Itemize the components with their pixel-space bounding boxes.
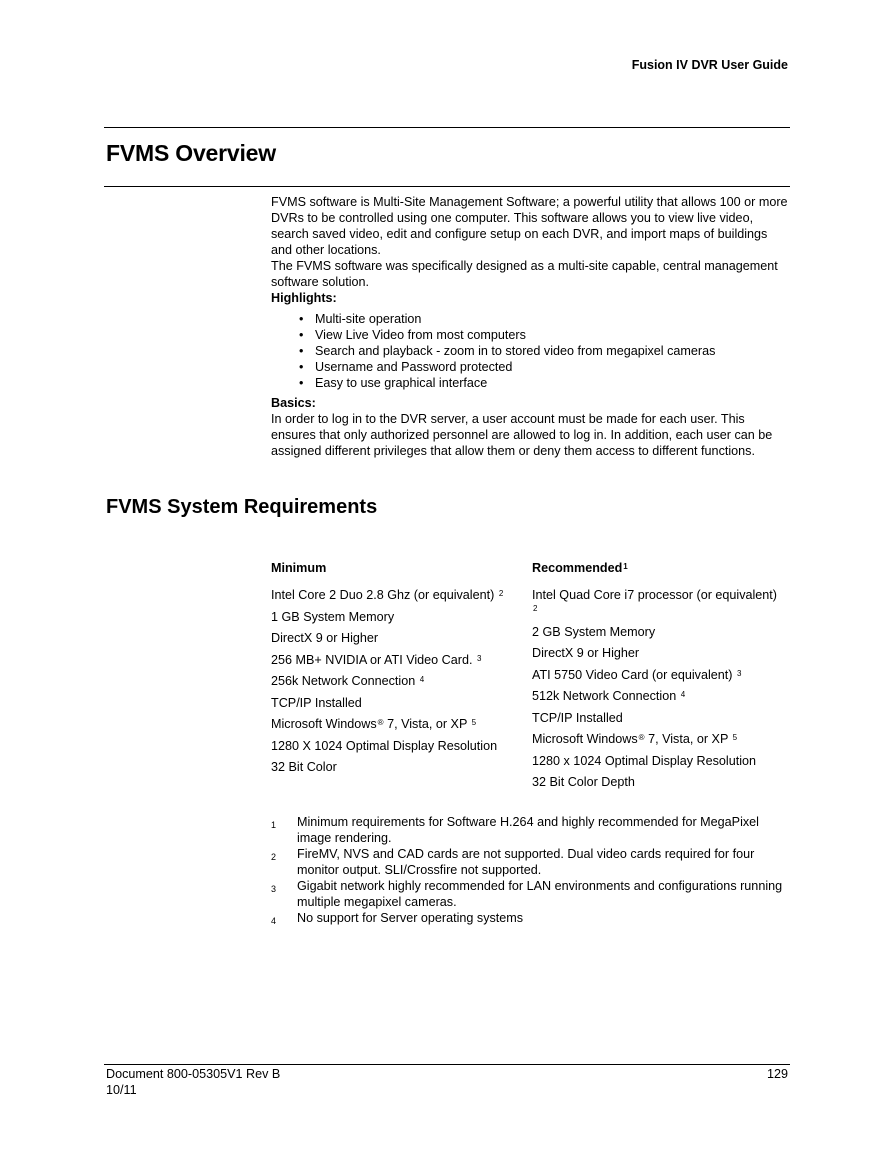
footnote: 2 FireMV, NVS and CAD cards are not supported. Dual video cards required for four monitor output. SLI/Crossfire not supported.	[271, 847, 755, 877]
requirement-item: Intel Core 2 Duo 2.8 Ghz (or equivalent) $^2$	[271, 588, 504, 602]
requirement-item: TCP/IP Installed	[532, 710, 623, 725]
requirement-item: 1280 x 1024 Optimal Display Resolution	[532, 753, 757, 768]
highlight-item: • Username and Password protected	[315, 359, 791, 375]
requirement-item: ATI 5750 Video Card (or equivalent) $^3$	[532, 667, 742, 682]
requirement-item: 32 Bit Color	[271, 760, 337, 774]
requirement-item: Microsoft Windows® 7, Vista, or XP $^5$	[532, 732, 738, 746]
page-number: 129	[766, 1067, 788, 1081]
highlight-item: • Easy to use graphical interface	[315, 375, 791, 391]
highlight-item: • Search and playback - zoom in to stored video from megapixel cameras	[315, 343, 791, 359]
minimum-requirements-column	[271, 561, 521, 782]
requirement-item: 1 GB System Memory	[271, 609, 395, 624]
requirement-item: 32 Bit Color Depth	[532, 775, 635, 789]
document-date: 10/11	[106, 1083, 137, 1097]
highlight-item: • Multi-site operation	[315, 311, 791, 327]
section-divider	[104, 186, 790, 187]
section-heading-requirements: FVMS System Requirements	[106, 496, 378, 518]
header-divider	[104, 127, 790, 128]
requirement-item: Microsoft Windows® 7, Vista, or XP $^5$	[271, 717, 477, 731]
footnote: 1 Minimum requirements for Software H.264 and highly recommended for MegaPixel image rendering.	[271, 815, 759, 845]
overview-paragraph-2: The FVMS software was specifically designed as a multi-site capable, central management software solution.	[271, 259, 778, 289]
footer-divider	[104, 1064, 790, 1065]
section-heading-overview: FVMS Overview	[106, 140, 276, 166]
running-header: Fusion IV DVR User Guide	[631, 58, 788, 72]
footnote: 3 Gigabit network highly recommended for LAN environments and configurations running multiple megapixel cameras.	[271, 879, 783, 909]
requirement-item: 256 MB+ NVIDIA or ATI Video Card. $^3$	[271, 652, 482, 667]
document-number: Document 800-05305V1 Rev B	[106, 1067, 281, 1081]
footer-document-info	[106, 1066, 280, 1098]
footnotes	[271, 814, 791, 929]
requirement-item: 2 GB System Memory	[532, 624, 656, 639]
requirement-item: TCP/IP Installed	[271, 695, 362, 710]
highlights-label: Highlights:	[271, 291, 337, 305]
requirement-item: 256k Network Connection $^4$	[271, 674, 425, 688]
recommended-column-header: Recommended$^1$	[532, 561, 628, 575]
requirement-item: 512k Network Connection $^4$	[532, 689, 686, 703]
highlights-list	[271, 311, 791, 391]
recommended-requirements-column	[532, 561, 782, 797]
overview-body	[271, 194, 791, 459]
highlight-item: • View Live Video from most computers	[315, 327, 791, 343]
minimum-column-header: Minimum	[271, 561, 327, 575]
basics-paragraph: In order to log in to the DVR server, a user account must be made for each user. This ensures that only authorized personnel are allowed to log in. In addition, each user can be assigned different privileges that allow them or deny them access to different functions.	[271, 412, 773, 458]
basics-label: Basics:	[271, 396, 316, 410]
requirement-item: Intel Quad Core i7 processor (or equivalent) $^2$	[532, 588, 778, 613]
footnote: 4 No support for Server operating systems	[271, 911, 524, 926]
requirement-item: DirectX 9 or Higher	[532, 646, 640, 660]
requirement-item: 1280 X 1024 Optimal Display Resolution	[271, 738, 498, 753]
requirement-item: DirectX 9 or Higher	[271, 631, 379, 645]
overview-paragraph-1: FVMS software is Multi-Site Management Software; a powerful utility that allows 100 or more DVRs to be controlled using one computer. This software allows you to view live video, search saved video, edit and configure setup on each DVR, and import maps of buildings and other locations.	[271, 195, 788, 257]
